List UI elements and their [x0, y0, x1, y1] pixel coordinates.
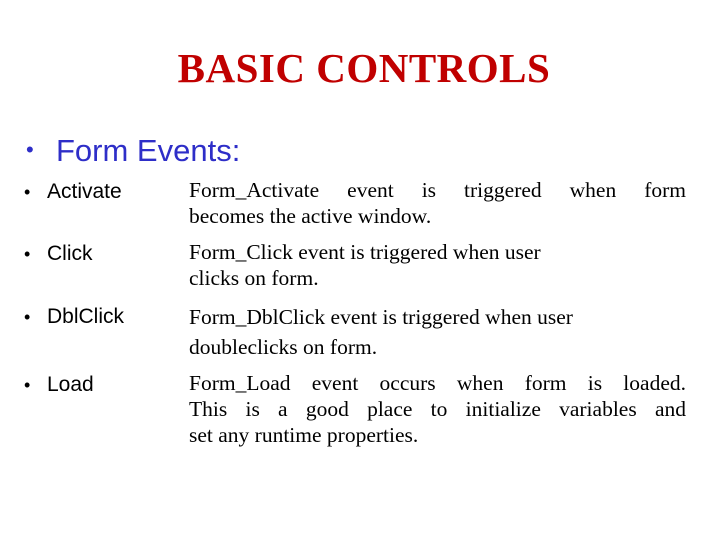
bullet-icon: •	[24, 375, 31, 395]
event-term: Activate	[47, 180, 122, 203]
bullet-icon: •	[24, 307, 31, 327]
event-term: Click	[47, 242, 93, 265]
description-line: Form_Load event occurs when form is loaded.	[189, 371, 686, 395]
slide-title: BASIC CONTROLS	[177, 45, 551, 91]
event-item-load	[24, 370, 686, 454]
description-line: clicks on form.	[189, 266, 319, 290]
event-term: Load	[47, 373, 94, 396]
event-term: DblClick	[47, 305, 125, 328]
bullet-icon: •	[24, 244, 31, 264]
bullet-icon: •	[26, 137, 34, 162]
event-item-activate	[24, 177, 686, 233]
description-line: doubleclicks on form.	[189, 335, 378, 359]
event-item-dblclick	[24, 302, 686, 362]
description-line: Form_DblClick event is triggered when user	[189, 305, 573, 329]
description-line: set any runtime properties.	[189, 423, 419, 447]
event-description	[189, 370, 686, 448]
section-heading	[26, 130, 240, 171]
description-line: Form_Click event is triggered when user	[189, 240, 541, 264]
event-item-click	[24, 239, 686, 295]
section-heading-label: Form Events:	[56, 133, 241, 168]
event-description	[189, 239, 686, 291]
bullet-icon: •	[24, 182, 31, 202]
event-description	[189, 177, 686, 229]
event-description	[189, 302, 686, 362]
description-line: Form_Activate event is triggered when form	[189, 178, 686, 202]
description-line: becomes the active window.	[189, 204, 432, 228]
description-line: This is a good place to initialize variables and	[189, 397, 686, 421]
